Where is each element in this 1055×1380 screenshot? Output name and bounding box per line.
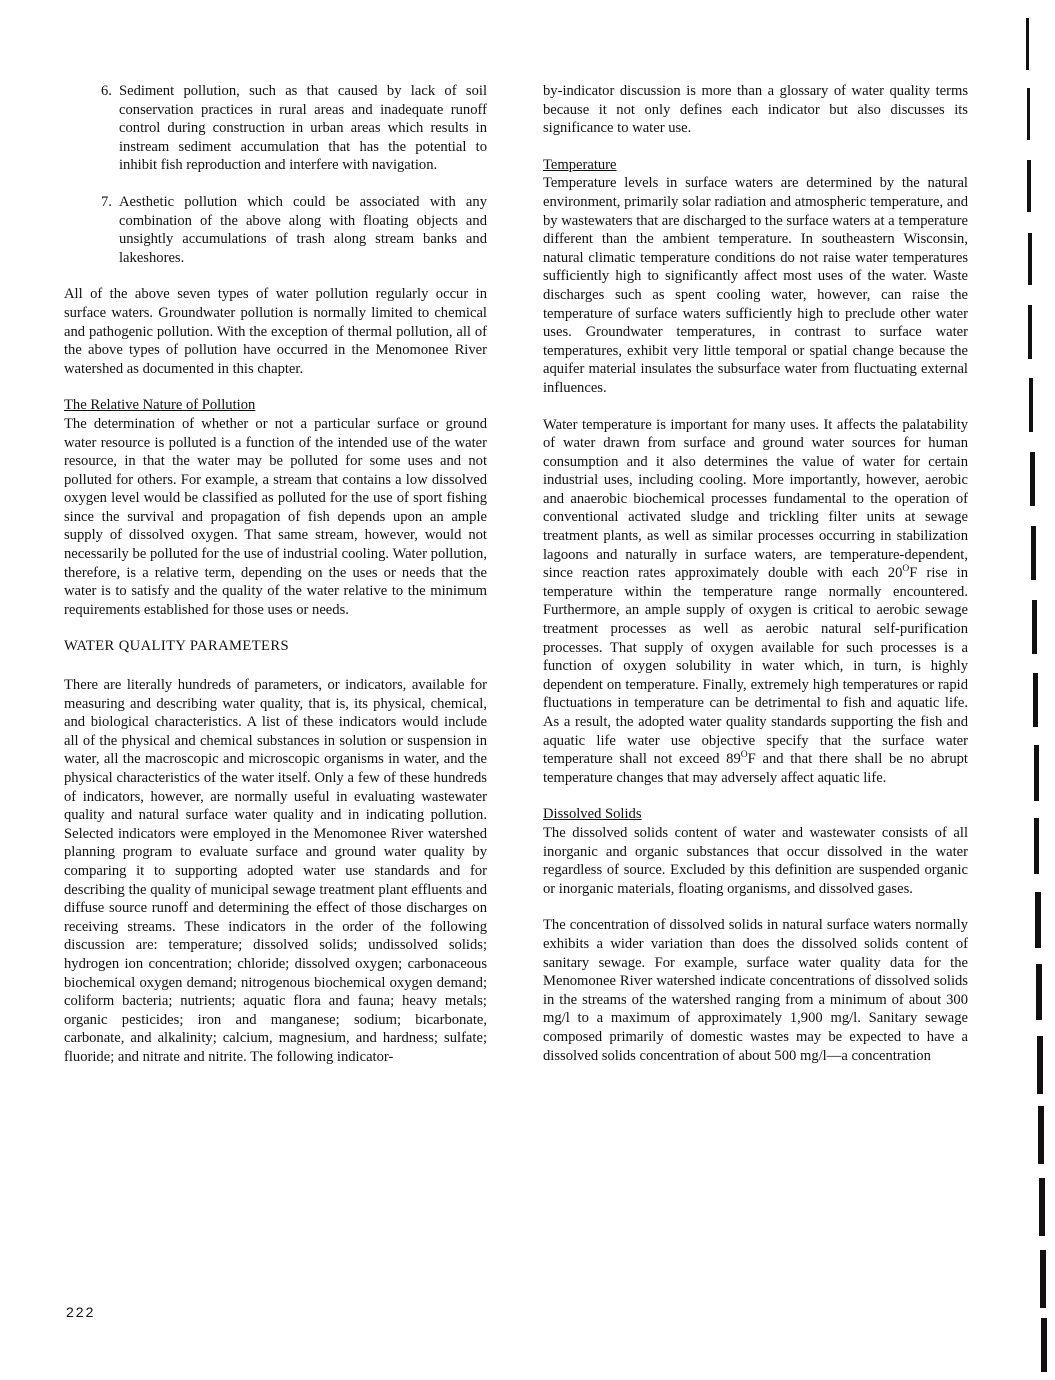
temperature-paragraph-2: [543, 416, 968, 788]
degree-superscript: O: [902, 564, 910, 575]
relative-nature-heading: The Relative Nature of Pollution: [64, 397, 256, 414]
scan-mark: [1038, 1106, 1044, 1164]
scan-mark: [1037, 1036, 1043, 1094]
right-column: [543, 82, 968, 1083]
scan-mark: [1041, 1318, 1047, 1372]
scan-mark: [1032, 600, 1037, 654]
scan-mark: [1036, 964, 1042, 1020]
relative-nature-paragraph: The determination of whether or not a particular surface or ground water resource is polluted is a function of the intended use of the water resource, in that the water may be polluted for some uses and not polluted for others. For example, a stream that contains a low dissolved oxygen level would be classified as polluted for the use of sport fishing since the survival and propagation of fish depends upon an ample supply of dissolved oxygen. That same stream, however, would not necessarily be polluted for the use of industrial cooling. Water pollution, therefore, is a relative term, depending on the uses or needs that the water is to satisfy and the quality of the water relative to the minimum requirements established for those uses or needs.: [64, 415, 487, 618]
degree-superscript: O: [740, 750, 748, 761]
dissolved-solids-paragraph-1: The dissolved solids content of water and wastewater consists of all inorganic and organic substances that occur dissolved in the water regardless of source. Excluded by this definition are suspended organic or inorganic materials, floating organisms, and dissolved gases.: [543, 824, 968, 897]
temperature-text-b: F rise in temperature within the temperature range normally encountered. Furthermore, an ample supply of oxygen is critical to aerobic sewage treatment processes as well as aerobic natural self-purification processes. That supply of oxygen available for such processes is a function of oxygen solubility in water which, in turn, is highly dependent on temperature. Finally, extremely high temperatures or rapid fluctuations in temperature can be detrimental to fish and aquatic life. As a result, the adopted water quality standards supporting the fish and aquatic life water use objective specify that the surface water temperature shall not exceed 89: [543, 565, 968, 768]
temperature-paragraph-1: Temperature levels in surface waters are determined by the natural environment, primarily solar radiation and atmospheric temperature, and by wastewaters that are discharged to the surface waters at a temperature different than the ambient temperature. In southeastern Wisconsin, natural climatic temperature conditions do not raise water temperatures sufficiently high to significantly affect most uses of the water. Waste discharges such as spent cooling water, however, can raise the temperature of surface waters sufficiently high to preclude other water uses. Groundwater temperatures, in contrast to surface water temperatures, exhibit very little temporal or spatial change because the aquifer material insulates the subsurface water from fluctuating external influences.: [543, 175, 968, 396]
parameters-paragraph: There are literally hundreds of parameters, or indicators, available for measuring and describing water quality, that is, its physical, chemical, and biological characteristics. A list of these indicators would include all of the physical and chemical substances in solution or suspension in water, all the macroscopic and microscopic organisms in water, and the physical characteristics of the water itself. Only a few of these hundreds of indicators, however, are normally useful in evaluating wastewater quality and natural surface water quality and in indicating pollution. Selected indicators were employed in the Menomonee River watershed planning program to evaluate surface and ground water quality by comparing it to supporting adopted water use standards and for describing the quality of municipal sewage treatment plant effluents and diffuse source runoff and determining the effect of those discharges on receiving streams. These indicators in the order of the following discussion are: temperature; dissolved solids; undissolved solids; hydrogen ion concentration; chloride; dissolved oxygen; carbonaceous biochemical oxygen demand; nitrogenous biochemical oxygen demand; coliform bacteria; nutrients; aquatic flora and fauna; heavy metals; organic pesticides; iron and manganese; sodium; bicarbonate, carbonate, and alkalinity; calcium, magnesium, and hardness; sulfate; fluoride; and nitrate and nitrite. The following indicator-: [64, 677, 487, 1065]
scan-mark: [1026, 18, 1029, 70]
scan-mark: [1033, 673, 1038, 727]
scan-mark: [1031, 526, 1036, 580]
continuation-paragraph: by-indicator discussion is more than a glossary of water quality terms because it not only defines each indicator but also discusses its significance to water use.: [543, 83, 968, 137]
scan-mark: [1040, 1250, 1046, 1308]
pollution-summary-paragraph: All of the above seven types of water pollution regularly occur in surface waters. Groundwater pollution is normally limited to chemical and pathogenic pollution. With the exception of thermal pollution, all of the above types of pollution have occurred in the Menomonee River watershed as documented in this chapter.: [64, 286, 487, 377]
list-item-7: [101, 193, 487, 267]
temperature-block: [543, 156, 968, 398]
dissolved-solids-heading: Dissolved Solids: [543, 806, 642, 823]
scan-mark: [1027, 160, 1031, 212]
scan-mark: [1028, 305, 1032, 359]
section-heading-water-quality-parameters: WATER QUALITY PARAMETERS: [64, 638, 289, 655]
left-column: [64, 82, 487, 1085]
relative-nature-block: [64, 396, 487, 619]
scan-mark: [1034, 818, 1039, 874]
scan-mark: [1029, 378, 1033, 432]
list-text: Aesthetic pollution which could be associated with any combination of the above along with floating objects and unsightly accumulations of trash along stream banks and lakeshores.: [119, 193, 487, 266]
scan-mark: [1035, 892, 1041, 948]
scan-mark: [1039, 1178, 1045, 1236]
temperature-text-c: F and that there shall be no abrupt temperature changes that may adversely affect aquatic life.: [543, 751, 968, 786]
temperature-heading: Temperature: [543, 156, 617, 173]
scan-mark: [1030, 452, 1035, 506]
scan-mark: [1027, 88, 1030, 140]
page-number: 222: [66, 1304, 96, 1320]
list-number: 7.: [101, 193, 112, 210]
scan-mark: [1028, 233, 1032, 285]
dissolved-solids-paragraph-2: The concentration of dissolved solids in natural surface waters normally exhibits a wider variation than does the dissolved solids content of sanitary sewage. For example, surface water quality data for the Menomonee River watershed indicate concentrations of dissolved solids in the streams of the watershed ranging from a minimum of about 300 mg/l to a maximum of approximately 1,900 mg/l. Sanitary sewage composed primarily of domestic wastes may be expected to have a dissolved solids concentration of about 500 mg/l—a concentration: [543, 917, 968, 1064]
list-number: 6.: [101, 83, 112, 99]
list-item-6: [101, 82, 487, 175]
list-text: Sediment pollution, such as that caused by lack of soil conservation practices in rural areas and inadequate runoff control during construction in urban areas which results in instream sediment accumulation that has the potential to inhibit fish reproduction and interfere with navigation.: [119, 83, 487, 174]
temperature-text-a: Water temperature is important for many uses. It affects the palatability of water drawn from surface and ground water sources for human consumption and it also determines the value of water for certain industrial uses, including cooling. More importantly, however, aerobic and anaerobic biochemical processes fundamental to the operation of conventional activated sludge and trickling filter units at sewage treatment plants, as well as similar processes occurring in stabilization lagoons and naturally in surface waters, are temperature-dependent, since reaction rates approximately double with each 20: [543, 416, 968, 582]
dissolved-solids-block: [543, 805, 968, 898]
scan-mark: [1034, 745, 1039, 801]
